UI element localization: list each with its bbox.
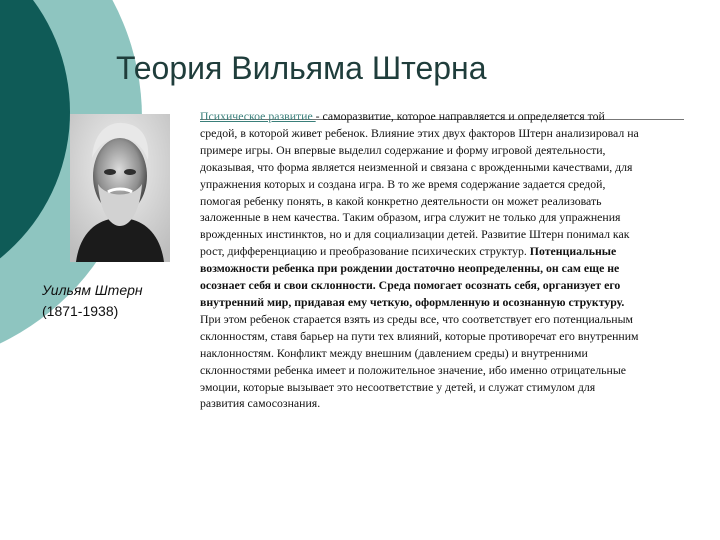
outro-text: При этом ребенок старается взять из среды все, что соответствует его потенциальным склонностям, ставя барьер на пути тех влияний, которые противоречат его внутренним наклонностям. Конфликт между внешним (давлением среды) и внутренними склонностями ребенка имеет и положительное значение, ибо именно отрицательные эмоции, которые вызывает это несоответствие у детей, и служат стимулом для развития самосознания.	[200, 311, 639, 411]
theory-text	[200, 108, 640, 412]
term-link[interactable]: Психическое развитие	[200, 109, 316, 123]
caption-name: Уильям Штерн	[42, 282, 143, 298]
caption-years: (1871-1938)	[42, 303, 119, 319]
portrait-image	[70, 114, 170, 262]
bold-statement: Потенциальные возможности ребенка при рождении достаточно неопределенны, он сам еще не осознает себя и свои склонности. Среда помогает осознать себя, организует его внутренний мир, придавая ему четкую, оформленную и осознанную структуру.	[200, 244, 625, 309]
portrait-photo	[70, 114, 170, 262]
portrait-caption	[42, 280, 192, 322]
slide-title: Теория Вильяма Штерна	[116, 50, 487, 86]
intro-text: - саморазвитие, которое направляется и определяется той средой, в которой живет ребенок. Влияние этих двух факторов Штерн анализировал на примере игры. Он впервые выделил содержание и форму игровой деятельности, доказывая, что форма является неизменной и связана с врожденными качествами, для упражнения которых и создана игра. В то же время содержание задается средой, помогая ребенку понять, в какой конкретно деятельности он может реализовать заложенные в нем качества. Таким образом, игра служит не только для упражнения врожденных инстинктов, но и для социализации детей. Развитие Штерн понимал как рост, дифференциацию и преобразование психических структур.	[200, 109, 639, 259]
